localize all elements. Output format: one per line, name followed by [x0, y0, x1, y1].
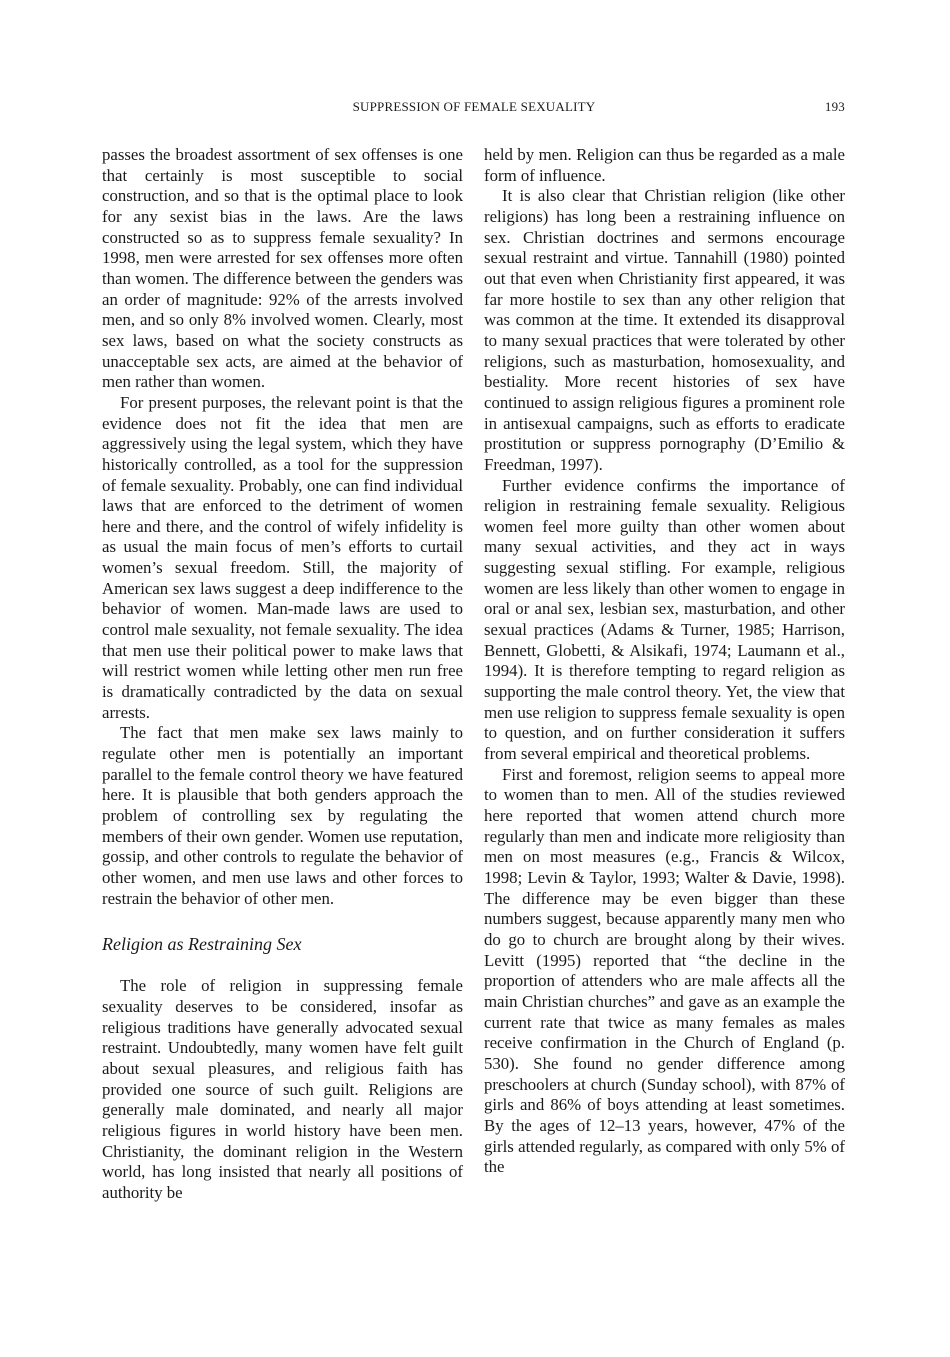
paragraph: The fact that men make sex laws mainly to regulate other men is potentially an important parallel to the female control theory we have featured here. It is plausible that both genders approach the problem of controlling sex by regulating the members of their own gender. Women use reputation, gossip, and other controls to regulate the behavior of other women, and men use laws and other forces to restrain the behavior of other men. [102, 723, 463, 908]
paragraph: It is also clear that Christian religion (like other religions) has long been a restraining influence on sex. Christian doctrines and sermons encourage sexual restraint and virtue. Tannahill (1980) pointed out that even when Christianity first appeared, it was far more hostile to sex than any other religion that was common at the time. It extended its disapproval to many sexual practices that were tolerated by other religions, such as masturbation, homosexuality, and bestiality. More recent histories of sex have continued to assign religious figures a prominent role in antisexual campaigns, such as efforts to eradicate prostitution or suppress pornography (D’Emilio & Freedman, 1997). [484, 186, 845, 474]
running-title: SUPPRESSION OF FEMALE SEXUALITY [352, 99, 596, 114]
paragraph: held by men. Religion can thus be regarded as a male form of influence. [484, 145, 845, 185]
paragraph: The role of religion in suppressing female sexuality deserves to be considered, insofar as religious traditions have generally advocated sexual restraint. Undoubtedly, many women have felt guilt about sexual pleasures, and religious faith has provided one source of such guilt. Religions are generally male dominated, and nearly all major religious figures in world history have been men. Christianity, the dominant religion in the Western world, has long insisted that nearly all positions of authority be [102, 976, 463, 1202]
paragraph: passes the broadest assortment of sex offenses is one that certainly is most susceptible to social construction, and so that is the optimal place to look for any sexist bias in the laws. Are the laws constructed so as to suppress female sexuality? In 1998, men were arrested for sex offenses more often than women. The difference between the genders was an order of magnitude: 92% of the arrests involved men, and so only 8% involved women. Clearly, most sex laws, based on what the society constructs as unacceptable sex acts, are aimed at the behavior of men rather than women. [102, 145, 463, 392]
section-heading: Religion as Restraining Sex [102, 934, 302, 955]
page-number: 193 [824, 99, 845, 114]
left-column [102, 145, 463, 1204]
paragraph: First and foremost, religion seems to appeal more to women than to men. All of the studies reviewed here reported that women attend church more regularly than men and indicate more religiosity than men on most measures (e.g., Francis & Wilcox, 1998; Levin & Taylor, 1993; Walter & Davie, 1998). The difference may be even bigger than these numbers suggest, because apparently many men who do go to church are brought along by their wives. Levitt (1995) reported that “the decline in the proportion of attenders who are male affects all the main Christian churches” and gave as an example the current rate that twice as many females as males receive confirmation in the Church of England (p. 530). She found no gender difference among preschoolers at church (Sunday school), with 87% of girls and 86% of boys attending at least sometimes. By the ages of 12–13 years, however, 47% of the girls attended regularly, as compared with only 5% of the [484, 764, 845, 1177]
right-column [484, 145, 845, 1178]
running-head [103, 99, 845, 119]
paragraph: Further evidence confirms the importance of religion in restraining female sexuality. Religious women feel more guilty than other women about many sexual activities, and they act in ways suggesting sexual stifling. For example, religious women are less likely than other women to engage in oral or anal sex, lesbian sex, masturbation, and other sexual practices (Adams & Turner, 1985; Harrison, Bennett, Globetti, & Alsikafi, 1974; Laumann et al., 1994). It is therefore tempting to regard religion as supporting the male control theory. Yet, the view that men use religion to suppress female sexuality is open to question, and on further consideration it suffers from several empirical and theoretical problems. [484, 475, 845, 764]
paragraph: For present purposes, the relevant point is that the evidence does not fit the idea that men are aggressively using the legal system, which they have historically controlled, as a tool for the suppression of female sexuality. Probably, one can find individual laws that are enforced to the detriment of women here and there, and the control of wifely infidelity is as usual the main focus of men’s efforts to curtail women’s sexual freedom. Still, the majority of American sex laws suggest a deep indifference to the behavior of women. Man-made laws are used to control male sexuality, not female sexuality. The idea that men use their political power to make laws that will restrict women while letting other men run free is dramatically contradicted by the data on sexual arrests. [102, 392, 463, 722]
